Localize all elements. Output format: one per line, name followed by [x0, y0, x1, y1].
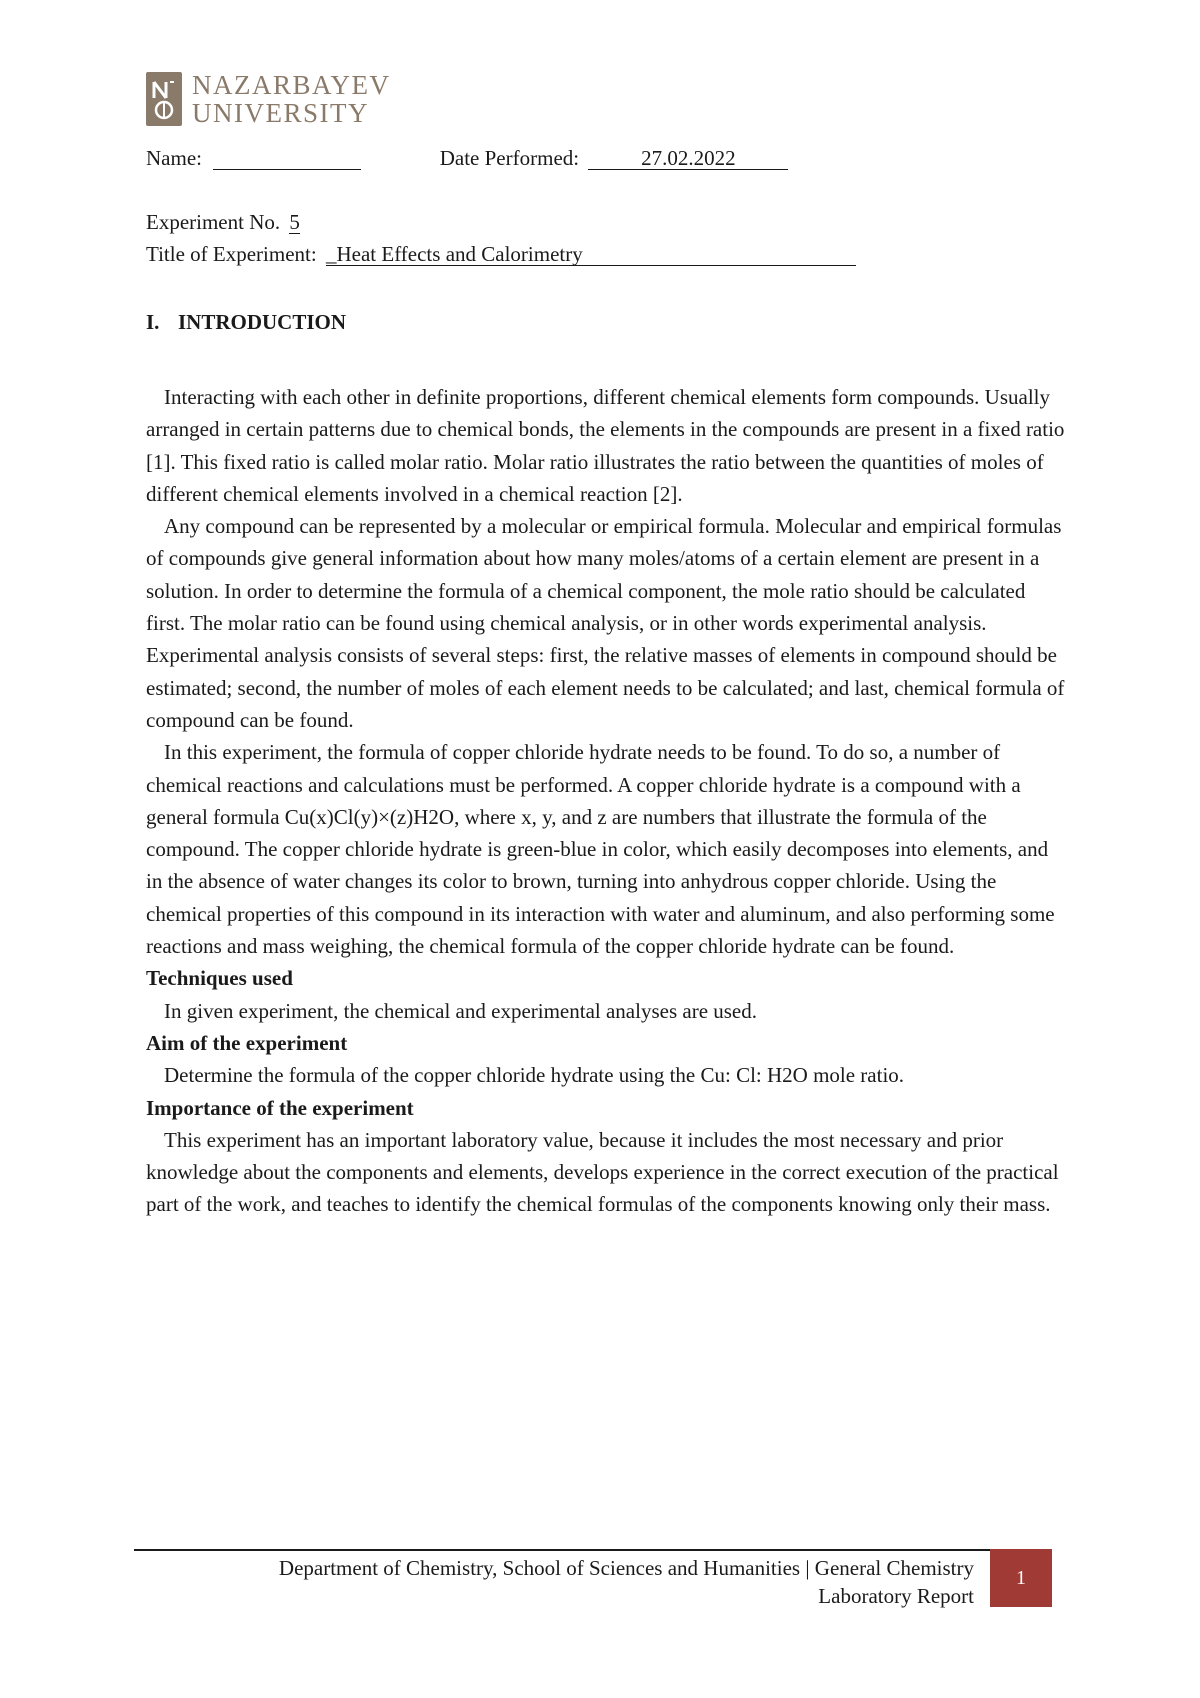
intro-paragraph-1: Interacting with each other in definite proportions, different chemical elements form compounds. Usually arranged in certain patterns due to chemical bonds, the elements in the compounds are present in a fixed ratio [1]. This fixed ratio is called molar ratio. Molar ratio illustrates the ratio between the quantities of moles of different chemical elements involved in a chemical reaction [2]. — [146, 385, 1065, 506]
experiment-number-row — [146, 210, 300, 235]
importance-text: This experiment has an important laboratory value, because it includes the most necessary and prior knowledge about the components and elements, develops experience in the correct execution of the practical part of the work, and teaches to identify the chemical formulas of the components knowing only their mass. — [146, 1127, 1059, 1217]
experiment-title-field — [326, 243, 856, 266]
experiment-number: 5 — [289, 210, 300, 234]
logo-line-1: NAZARBAYEV — [192, 69, 391, 100]
introduction-body — [146, 381, 1066, 1221]
name-field — [213, 147, 361, 170]
intro-paragraph-3: In this experiment, the formula of copper chloride hydrate needs to be found. To do so, a number of chemical reactions and calculations must be performed. A copper chloride hydrate is a compound with a general formula Cu(x)Cl(y)×(z)H2O, where x, y, and z are numbers that illustrate the formula of the compound. The copper chloride hydrate is green-blue in color, which easily decomposes into elements, and in the absence of water changes its color to brown, turning into anhydrous copper chloride. Using the chemical properties of this compound in its interaction with water and aluminum, and also performing some reactions and mass weighing, the chemical formula of the copper chloride hydrate can be found. — [146, 740, 1055, 959]
importance-heading: Importance of the experiment — [146, 1095, 414, 1120]
footer-line-2: Laboratory Report — [818, 1584, 974, 1608]
title-label: Title of Experiment: — [146, 242, 317, 266]
intro-paragraph-2: Any compound can be represented by a molecular or empirical formula. Molecular and empirical formulas of compounds give general information about how many moles/atoms of a certain element are present in a solution. In order to determine the formula of a chemical component, the mole ratio should be calculated first. The molar ratio can be found using chemical analysis, or in other words experimental analysis. Experimental analysis consists of several steps: first, the relative masses of elements in compound should be estimated; second, the number of moles of each element needs to be calculated; and last, chemical formula of compound can be found. — [146, 514, 1065, 732]
aim-text: Determine the formula of the copper chloride hydrate using the Cu: Cl: H2O mole ratio. — [164, 1063, 905, 1088]
experiment-title: _Heat Effects and Calorimetry — [325, 242, 583, 266]
experiment-title-row — [146, 242, 856, 267]
section-number: I. — [146, 310, 160, 334]
name-date-row — [146, 146, 788, 171]
techniques-text: In given experiment, the chemical and experimental analyses are used. — [164, 998, 758, 1023]
name-label: Name: — [146, 146, 202, 170]
experiment-label: Experiment No. — [146, 210, 281, 234]
section-title: INTRODUCTION — [178, 310, 347, 334]
section-heading — [146, 310, 346, 335]
page-number: 1 — [1016, 1566, 1026, 1589]
university-emblem-icon — [146, 72, 182, 126]
footer-text — [144, 1554, 974, 1610]
footer-line-1: Department of Chemistry, School of Sciences and Humanities | General Chemistry — [278, 1556, 974, 1580]
university-logo — [146, 71, 391, 127]
aim-heading: Aim of the experiment — [146, 1030, 348, 1055]
date-value: 27.02.2022 — [641, 146, 736, 170]
date-field — [588, 147, 788, 170]
logo-line-2: UNIVERSITY — [192, 97, 369, 128]
logo-wordmark — [192, 69, 391, 128]
techniques-heading: Techniques used — [146, 966, 293, 991]
date-label: Date Performed: — [439, 146, 580, 170]
footer-divider — [134, 1549, 990, 1551]
page-number-badge — [990, 1549, 1052, 1607]
